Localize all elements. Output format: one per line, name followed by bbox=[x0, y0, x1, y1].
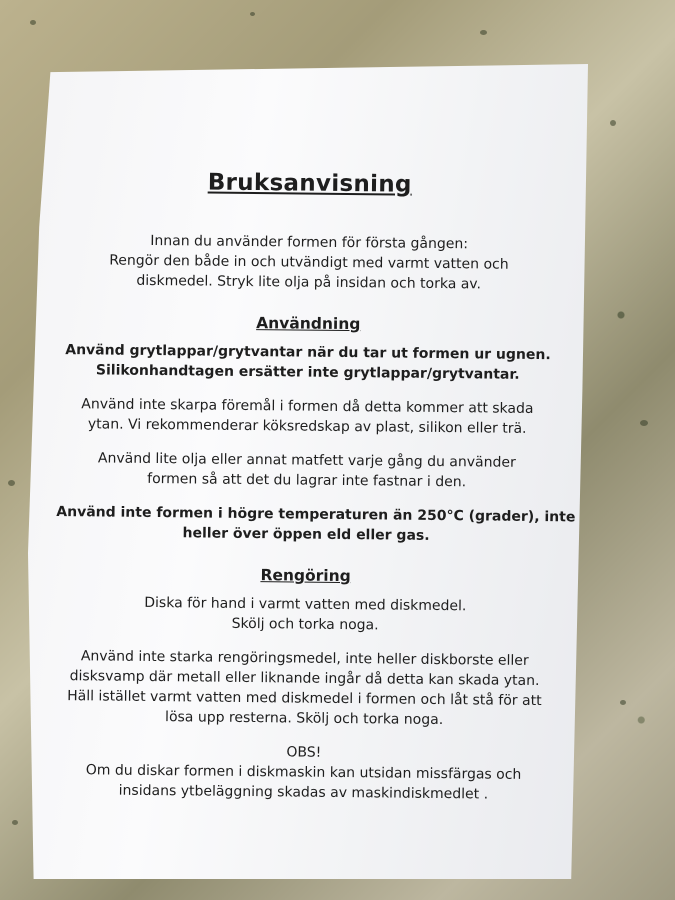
text-line: Använd inte starka rengöringsmedel, inte heller diskborste eller bbox=[80, 648, 529, 669]
intro-line: diskmedel. Stryk lite olja på insidan och torka av. bbox=[136, 272, 482, 293]
stone-speck bbox=[620, 700, 626, 705]
usage-paragraph bbox=[58, 340, 558, 385]
usage-paragraph bbox=[57, 448, 557, 493]
stone-speck bbox=[480, 30, 487, 35]
stone-speck bbox=[610, 120, 616, 126]
stone-speck bbox=[12, 820, 18, 825]
text-line: formen så att det du lagrar inte fastnar i den. bbox=[147, 470, 467, 491]
intro-line: Rengör den både in och utvändigt med varmt vatten och bbox=[109, 252, 509, 273]
section-heading-rengoring: Rengöring bbox=[260, 566, 351, 586]
usage-paragraph bbox=[57, 394, 557, 439]
text-line: Använd inte skarpa föremål i formen då detta kommer att skada bbox=[81, 396, 534, 417]
text-line: Silikonhandtagen ersätter inte grytlappar/grytvantar. bbox=[95, 362, 520, 383]
text-line: insidans ytbeläggning skadas av maskindiskmedlet . bbox=[118, 782, 489, 803]
text-line: heller över öppen eld eller gas. bbox=[182, 525, 430, 544]
stone-speck bbox=[250, 12, 255, 16]
text-line: ytan. Vi rekommenderar köksredskap av plast, silikon eller trä. bbox=[87, 416, 527, 437]
text-line: Skölj och torka noga. bbox=[231, 615, 379, 634]
text-line: disksvamp där metall eller liknande ingår då detta kan skada ytan. bbox=[69, 668, 540, 690]
text-line: Använd inte formen i högre temperaturen än 250°C (grader), inte bbox=[56, 503, 576, 526]
text-line: Diska för hand i varmt vatten med diskmedel. bbox=[144, 594, 467, 615]
text-line: Om du diskar formen i diskmaskin kan utsidan missfärgas och bbox=[85, 762, 522, 783]
document-title: Bruksanvisning bbox=[207, 169, 412, 198]
instruction-text bbox=[53, 160, 576, 819]
stone-speck bbox=[640, 420, 648, 426]
cleaning-paragraph bbox=[54, 646, 555, 731]
intro-line: Innan du använder formen för första gången: bbox=[150, 232, 469, 253]
cleaning-paragraph bbox=[55, 592, 555, 637]
text-line: lösa upp resterna. Skölj och torka noga. bbox=[165, 709, 444, 729]
cleaning-paragraph bbox=[53, 740, 554, 805]
obs-label: OBS! bbox=[286, 744, 322, 761]
text-line: Använd lite olja eller annat matfett varje gång du använder bbox=[97, 450, 516, 471]
stone-speck bbox=[8, 480, 15, 486]
usage-paragraph bbox=[56, 502, 576, 547]
section-heading-anvandning: Användning bbox=[256, 314, 361, 334]
text-line: Använd grytlappar/grytvantar när du tar ut formen ur ugnen. bbox=[65, 342, 551, 364]
text-line: Häll istället varmt vatten med diskmedel i formen och låt stå för att bbox=[67, 688, 542, 710]
intro-paragraph bbox=[59, 230, 560, 295]
stone-speck bbox=[30, 20, 36, 25]
